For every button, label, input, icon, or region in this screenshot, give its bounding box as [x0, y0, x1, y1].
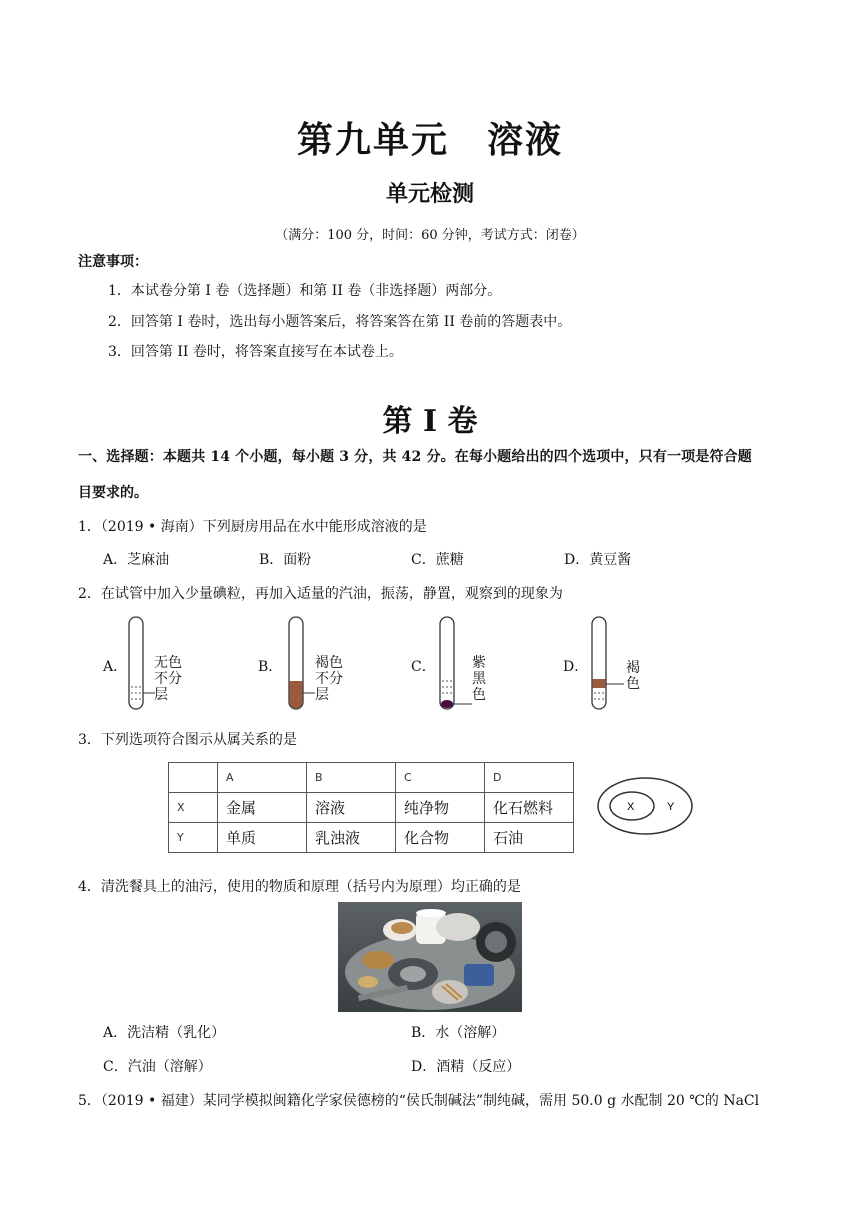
table-cell: A [218, 763, 307, 793]
table-row [169, 793, 574, 823]
table-cell: Y [169, 823, 218, 853]
q4-option-c: C．汽油（溶解） [103, 1059, 212, 1075]
q2-c-label-1: 紫 [472, 655, 486, 671]
q4-option-d: D．酒精（反应） [411, 1059, 521, 1075]
q2-option-c-letter: C． [411, 659, 436, 675]
table-header-row [169, 763, 574, 793]
table-cell [169, 763, 218, 793]
relation-table [168, 762, 574, 853]
question-3-stem: 3．下列选项符合图示从属关系的是 [78, 732, 297, 748]
question-1-stem: 1．（2019 • 海南）下列厨房用品在水中能形成溶液的是 [78, 519, 427, 535]
table-cell: X [169, 793, 218, 823]
q2-a-label-3: 层 [154, 687, 168, 703]
table-cell: B [307, 763, 396, 793]
q2-a-label-1: 无色 [154, 655, 182, 671]
exam-meta: （满分：100 分，时间：60 分钟，考试方式：闭卷） [275, 228, 585, 243]
table-cell: 纯净物 [396, 793, 485, 823]
outer-ellipse [598, 778, 692, 834]
page-title: 第九单元 溶液 [296, 119, 563, 161]
q1-option-a: A．芝麻油 [103, 552, 170, 568]
section-heading-cont: 目要求的。 [78, 485, 148, 501]
table-cell: 溶液 [307, 793, 396, 823]
section-heading: 一、选择题：本题共 14 个小题，每小题 3 分，共 42 分。在每小题给出的四个选项中，只有一项是符合题 [78, 449, 752, 465]
page-subtitle: 单元检测 [385, 181, 474, 207]
table-cell: 化合物 [396, 823, 485, 853]
q2-a-label-2: 不分 [154, 671, 182, 687]
q2-b-label-1: 褐色 [315, 655, 343, 671]
table-cell: 石油 [485, 823, 574, 853]
q1-option-b: B．面粉 [259, 552, 312, 568]
q2-d-label-2: 色 [626, 676, 640, 692]
notice-item: 3．回答第 II 卷时，将答案直接写在本试卷上。 [108, 344, 403, 360]
table-cell: D [485, 763, 574, 793]
notice-heading: 注意事项： [78, 254, 148, 270]
venn-diagram [596, 775, 696, 837]
question-5-stem: 5．（2019 • 福建）某同学模拟闽籍化学家侯德榜的“侯氏制碱法”制纯碱，需用 50.0 g 水配制 20 ℃的 NaCl [78, 1093, 760, 1109]
q2-option-d-letter: D． [563, 659, 589, 675]
table-cell: 单质 [218, 823, 307, 853]
test-tube-c-icon [436, 615, 476, 715]
venn-y-label: Y [667, 801, 675, 813]
table-cell: 金属 [218, 793, 307, 823]
q2-c-label-2: 黑 [472, 671, 486, 687]
q2-b-label-3: 层 [315, 687, 329, 703]
table-cell: 乳浊液 [307, 823, 396, 853]
question-2-stem: 2．在试管中加入少量碘粒，再加入适量的汽油，振荡，静置，观察到的现象为 [78, 586, 563, 602]
q2-c-label-3: 色 [472, 687, 486, 703]
test-tube-d-icon [588, 615, 624, 715]
venn-x-label: X [627, 801, 635, 813]
volume-title: 第 I 卷 [382, 404, 478, 439]
q1-option-d: D．黄豆酱 [564, 552, 632, 568]
question-4-stem: 4．清洗餐具上的油污，使用的物质和原理（括号内为原理）均正确的是 [78, 879, 521, 895]
q2-option-a-letter: A． [103, 659, 128, 675]
table-row [169, 823, 574, 853]
q4-option-b: B．水（溶解） [411, 1025, 506, 1041]
test-tube-b-icon [285, 615, 315, 715]
q2-b-label-2: 不分 [315, 671, 343, 687]
dishes-photo [338, 902, 522, 1012]
table-cell: C [396, 763, 485, 793]
q4-option-a: A．洗洁精（乳化） [103, 1025, 226, 1041]
q1-option-c: C．蔗糖 [411, 552, 464, 568]
q2-option-b-letter: B． [258, 659, 283, 675]
notice-item: 2．回答第 I 卷时，选出每小题答案后，将答案答在第 II 卷前的答题表中。 [108, 314, 572, 330]
test-tube-a-icon [125, 615, 155, 715]
q2-d-label-1: 褐 [626, 660, 640, 676]
notice-item: 1．本试卷分第 I 卷（选择题）和第 II 卷（非选择题）两部分。 [108, 283, 502, 299]
table-cell: 化石燃料 [485, 793, 574, 823]
